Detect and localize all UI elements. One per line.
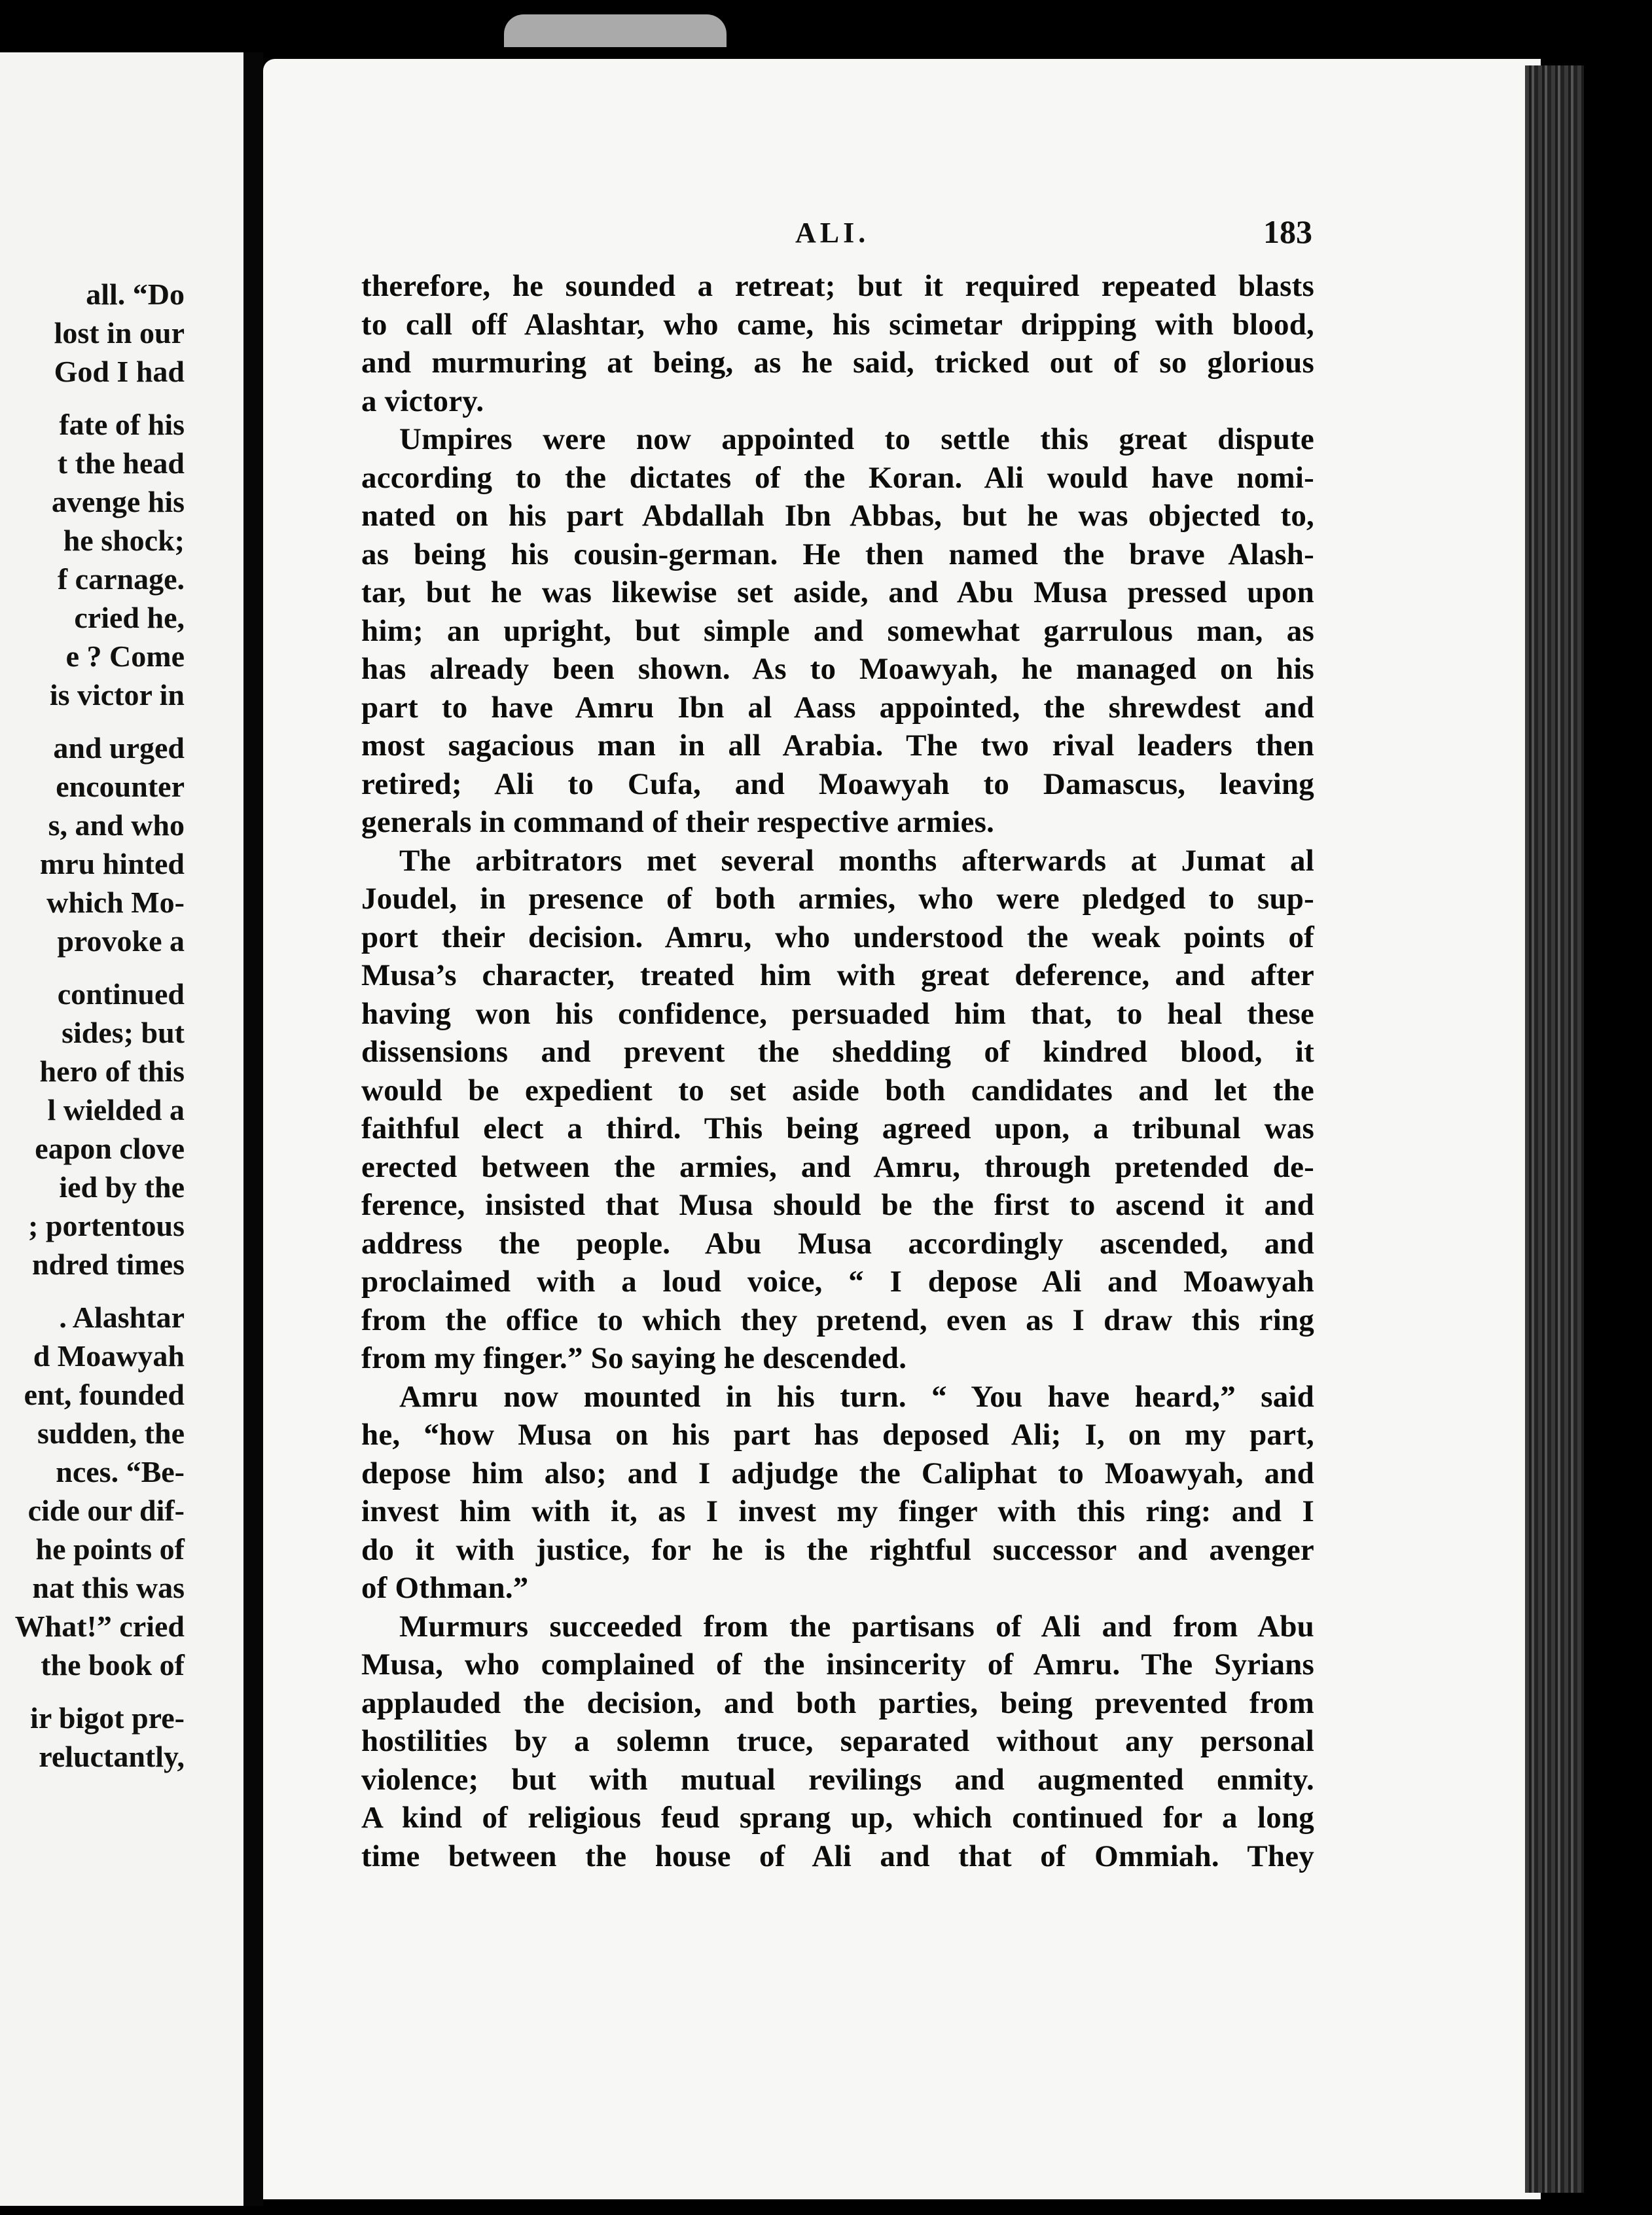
left-line: which Mo-	[46, 886, 185, 919]
left-line: ir bigot pre-	[30, 1701, 185, 1735]
text-line: Musa, who complained of the insincerity of Amru. The Syrians	[361, 1648, 1314, 1682]
page-number: 183	[1263, 213, 1312, 250]
left-line: cried he,	[74, 601, 185, 634]
text-line: Amru now mounted in his turn. “ You have heard,” said	[399, 1379, 1314, 1414]
text-line: Murmurs succeeded from the partisans of Ali and from Abu	[399, 1609, 1314, 1644]
left-line: he shock;	[63, 524, 185, 557]
left-line: continued	[57, 977, 185, 1011]
text-line: The arbitrators met several months afterwards at Jumat al	[399, 843, 1314, 878]
page-edges	[1525, 65, 1584, 2193]
text-line: he, “how Musa on his part has deposed Ali; I, on my part,	[361, 1418, 1314, 1452]
text-line: has already been shown. As to Moawyah, he managed on his	[361, 652, 1314, 686]
text-line: from the office to which they pretend, even as I draw this ring	[361, 1303, 1314, 1337]
text-line: port their decision. Amru, who understood the weak points of	[361, 920, 1314, 954]
text-line: tar, but he was likewise set aside, and Abu Musa pressed upon	[361, 575, 1314, 609]
text-line: a victory.	[361, 384, 484, 418]
left-line: sides; but	[62, 1016, 185, 1049]
left-line: avenge his	[51, 485, 185, 518]
text-line: of Othman.”	[361, 1571, 529, 1605]
left-line: f carnage.	[57, 562, 185, 596]
text-line: would be expedient to set aside both candidates and let the	[361, 1073, 1314, 1108]
text-line: erected between the armies, and Amru, through pretended de-	[361, 1149, 1314, 1184]
running-head: ALI.	[795, 217, 870, 249]
left-gap	[0, 714, 185, 729]
text-line: proclaimed with a loud voice, “ I depose Ali and Moawyah	[361, 1265, 1314, 1299]
left-line: sudden, the	[37, 1416, 185, 1450]
left-line: nces. “Be-	[56, 1455, 185, 1488]
text-line: having won his confidence, persuaded him that, to heal these	[361, 996, 1314, 1031]
left-gap	[0, 391, 185, 405]
text-line: therefore, he sounded a retreat; but it required repeated blasts	[361, 269, 1314, 303]
left-line: cide our dif-	[27, 1494, 185, 1527]
left-line: all. “Do	[86, 278, 185, 311]
text-line: from my finger.” So saying he descended.	[361, 1341, 907, 1375]
text-line: time between the house of Ali and that of Ommiah. They	[361, 1839, 1314, 1873]
left-line: ent, founded	[24, 1378, 185, 1411]
book-spine	[243, 52, 263, 2206]
left-gap	[0, 1284, 185, 1298]
text-line: Joudel, in presence of both armies, who were pledged to sup-	[361, 882, 1314, 916]
left-line: s, and who	[48, 808, 185, 842]
left-line: the book of	[41, 1648, 185, 1682]
text-line: do it with justice, for he is the rightful successor and avenger	[361, 1532, 1314, 1567]
left-line: What!” cried	[14, 1610, 185, 1643]
left-gap	[0, 960, 185, 975]
text-line: him; an upright, but simple and somewhat garrulous man, as	[361, 613, 1314, 648]
left-line: nat this was	[32, 1571, 185, 1604]
left-line: d Moawyah	[33, 1339, 185, 1373]
text-line: most sagacious man in all Arabia. The two rival leaders then	[361, 729, 1314, 763]
text-line: hostilities by a solemn truce, separated without any personal	[361, 1724, 1314, 1758]
left-line: ied by the	[59, 1170, 185, 1204]
text-line: dissensions and prevent the shedding of kindred blood, it	[361, 1035, 1314, 1069]
left-line: encounter	[56, 770, 185, 803]
text-line: according to the dictates of the Koran. Ali would have nomi-	[361, 460, 1314, 495]
text-line: generals in command of their respective armies.	[361, 805, 995, 839]
text-line: and murmuring at being, as he said, tricked out of so glorious	[361, 346, 1314, 380]
text-line: part to have Amru Ibn al Aass appointed, the shrewdest and	[361, 690, 1314, 725]
left-line: t the head	[57, 446, 185, 480]
text-line: retired; Ali to Cufa, and Moawyah to Damascus, leaving	[361, 766, 1314, 801]
text-line: applauded the decision, and both parties, being prevented from	[361, 1685, 1314, 1720]
text-line: as being his cousin-german. He then named the brave Alash-	[361, 537, 1314, 571]
text-line: violence; but with mutual revilings and augmented enmity.	[361, 1762, 1314, 1797]
text-line: invest him with it, as I invest my finger with this ring: and I	[361, 1494, 1314, 1528]
left-line: ; portentous	[28, 1209, 185, 1242]
left-line: reluctantly,	[39, 1740, 185, 1773]
text-line: Musa’s character, treated him with great deference, and after	[361, 958, 1314, 992]
left-page	[0, 52, 243, 2206]
left-line: he points of	[35, 1532, 185, 1566]
left-gap	[0, 1684, 185, 1699]
left-line: hero of this	[39, 1054, 185, 1088]
left-line: eapon clove	[35, 1132, 185, 1165]
left-line: . Alashtar	[59, 1301, 185, 1334]
text-line: nated on his part Abdallah Ibn Abbas, but he was objected to,	[361, 499, 1314, 533]
left-page-text	[0, 275, 185, 1776]
left-line: God I had	[54, 355, 185, 388]
left-line: and urged	[53, 731, 185, 765]
text-line: to call off Alashtar, who came, his scimetar dripping with blood,	[361, 307, 1314, 342]
left-line: mru hinted	[39, 847, 185, 880]
text-line: depose him also; and I adjudge the Caliphat to Moawyah, and	[361, 1456, 1314, 1490]
left-line: fate of his	[59, 408, 185, 441]
body-text	[361, 267, 1314, 1875]
text-line: A kind of religious feud sprang up, which continued for a long	[361, 1801, 1314, 1835]
left-line: e ? Come	[65, 639, 185, 673]
left-line: is victor in	[49, 678, 185, 711]
text-line: Umpires were now appointed to settle this great dispute	[399, 422, 1314, 456]
text-line: address the people. Abu Musa accordingly ascended, and	[361, 1226, 1314, 1261]
left-line: provoke a	[57, 924, 185, 958]
left-line: lost in our	[54, 316, 185, 350]
left-line: l wielded a	[47, 1093, 185, 1126]
text-line: ference, insisted that Musa should be the first to ascend it and	[361, 1188, 1314, 1222]
clip-tab	[504, 14, 727, 47]
text-line: faithful elect a third. This being agreed upon, a tribunal was	[361, 1111, 1314, 1145]
left-line: ndred times	[32, 1248, 185, 1281]
